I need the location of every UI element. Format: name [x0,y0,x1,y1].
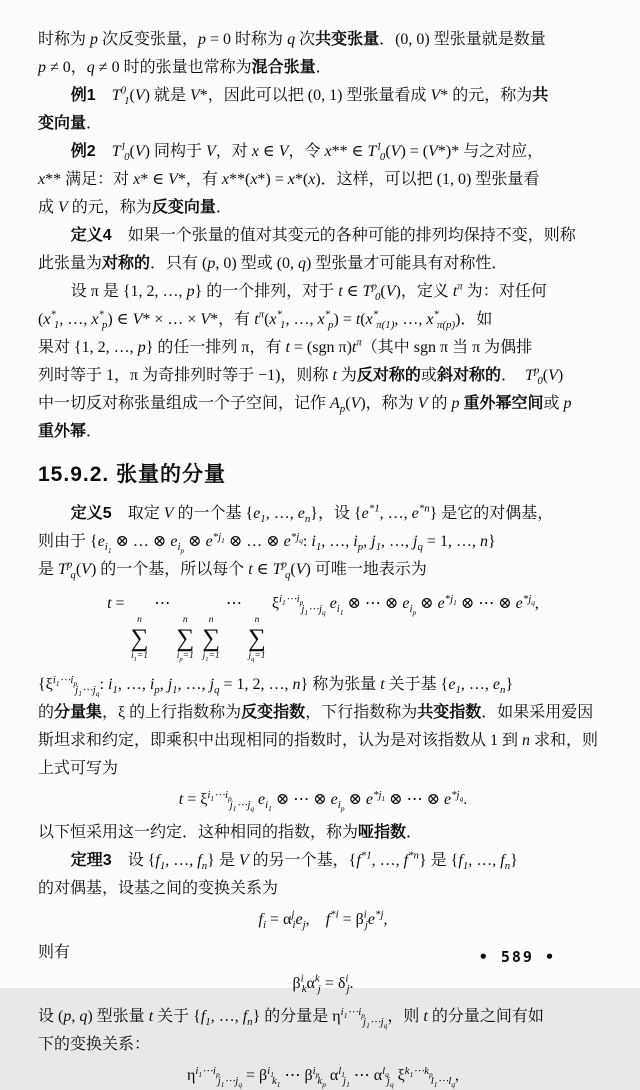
paragraph-covariant-mixed-tensor: 时称为 p 次反变张量，p = 0 时称为 q 次共变张量．(0, 0) 型张量就是数量 p ≠ 0，q ≠ 0 时的张量也常称为混合张量． [38,31,546,76]
section-heading: 15.9.2. 张量的分量 [38,463,227,486]
paragraph-definition-4: 定义4 如果一个张量的值对其变元的各种可能的排列均保持不变，则称 此张量为对称的．只有 (p, 0) 型或 (0, q) 型张量才可能具有对称性． [38,227,576,272]
paragraph-antisymmetric-tensor: 设 π 是 {1, 2, …, p} 的一个排列，对于 t ∈ $T^p_0(V)$，定义 $t^\pi$ 为：对任何 ($x^*_1$, …, $x^*_p$) ∈ V* × … × V*，有 $t^\pi(x^*_1$, …, $x^*_p) = t(x^*_{\pi(1)}$, …, $x^*_{\pi(p)}$)．如 果对 {1, 2, …, p} 的任一排列 π，有 t = (sgn $\pi)t^\pi$（其中 sgn π 当 π 为偶排 列时等于 1，π 为奇排列时等于 −1)，则称 t 为反对称的或斜对称的． $T^p_0(V)$ 中一切反对称张量组成一个子空间，记作 $A_p(V)$，称为 V 的 p 重外幂空间或 p 重外幂． [38,280,572,440]
paragraph-component-transform-intro: 设 (p, q) 型张量 t 关于 {$f_1$, …, $f_n$} 的分量是 $\eta^{i_1\cdots i_p}_{j_1\cdots j_q}$，则 t 的分量之间有如 下的变换关系： [38,1005,544,1054]
paragraph-example-2: 例2 $T^1_0(V)$ 同构于 V，对 x ∈ V，令 x** ∈ $T^1_0(V) = (V*)*$ 与之对应， x** 满足：对 x* ∈ V*，有 x**(x*) = x*(x)．这样，可以把 (1, 0) 型张量看 成 V 的元，称为反变向量． [38,140,544,216]
formula-component-transformation: $\eta^{i_1\cdots i_p}_{j_1\cdots j_q} = \beta^{i_1}_{k_1}$ ⋯ $\beta^{i_p}_{k_p}$ $\alpha^{l_1}_{j_1}$ ⋯ $\alpha^{l_q}_{j_q}$ $\xi^{k_1\cdots k_p}_{l_1\cdots l_q}$, [186,1064,460,1090]
formula-einstein-convention: $t = \xi^{i_1\cdots i_p}_{j_1\cdots j_q}$ $e_{i_1}$ ⊗ ⋯ ⊗ $e_{i_p}$ ⊗ $e^{*j_1}$ ⊗ ⋯ ⊗ $e^{*j_q}$. [178,788,468,814]
paragraph-theorem-3: 定理3 设 {$f_1$, …, $f_n$} 是 V 的另一个基，{$f^{*1}$, …, $f^{*n}$} 是 {$f_1$, …, $f_n$} 的对偶基，设基之间的变换关系为 [38,849,518,898]
paragraph-then-have: 则有 [38,944,71,962]
paragraph-definition-5: 定义5 取定 V 的一个基 {$e_1$, …, $e_n$}，设 {$e^{*1}$, …, $e^{*n}$} 是它的对偶基， 则由于 {$e_{i_1}$ ⊗ … ⊗ $e_{i_p}$ ⊗ $e^{*j_1}$ ⊗ … ⊗ $e^{*j_q}$: $i_1$, …, $i_p$, $j_1$, …, $j_q = 1$, …, n} 是 $T^p_q(V)$ 的一个基，所以每个 t ∈ $T^p_q(V)$ 可唯一地表示为 [38,502,554,582]
page-number: • 589 • [478,948,556,966]
formula-tensor-expansion: t = n ∑ $i_1=1$ ⋯ n ∑ $i_p=1$ n ∑ $j_1=1$ ⋯ n ∑ $j_q=1$ $\xi^{i_1\cdots i_p}_{j_1\cdots j_q}$ $e_{i_1}$ ⊗ ⋯ ⊗ $e_{i_p}$ ⊗ $e^{*j_1}$ ⊗ ⋯ ⊗ $e^{*j_q}$, [107,592,539,663]
formula-basis-transformation: $f_i = \alpha^j_ie_j$, $f^{*i} = \beta^i_je^{*j}$, [258,908,388,932]
formula-beta-alpha-delta: $\beta^i_k\alpha^k_j = \delta^i_j$. [292,972,354,996]
paragraph-dummy-index: 以下恒采用这一约定．这种相同的指数，称为哑指数． [38,824,423,842]
paragraph-example-1: 例1 $T^0_1(V)$ 就是 V*，因此可以把 (0, 1) 型张量看成 V* 的元，称为共 变向量． [38,84,549,132]
paragraph-component-set: {$\xi^{i_1\cdots i_p}_{j_1\cdots j_q}$: $i_1$, …, $i_p$, $j_1$, …, $j_q = 1$, 2, …, n} 称为张量 t 关于基 {$e_1$, …, $e_n$} 的分量集，ξ 的上行指数称为反变指数，下行指数称为共变指数．如果采用爱因 斯坦求和约定，即乘积中出现相同的指数时，认为是对该指数从 1 到 n 求和，则 上式可写为 [38,673,599,778]
